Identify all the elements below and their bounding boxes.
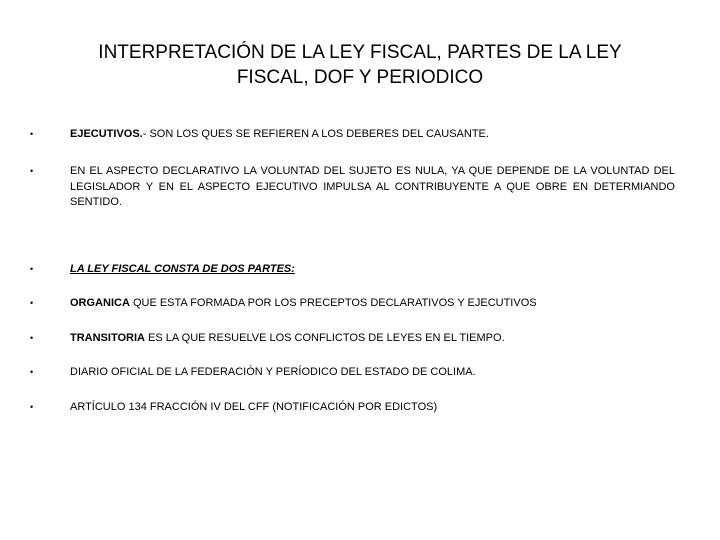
bullet-icon: • <box>30 333 34 343</box>
bullet-lead: LA LEY FISCAL CONSTA DE DOS PARTES: <box>70 263 295 275</box>
bullet-icon: • <box>30 402 34 412</box>
bullet-item-transitoria <box>30 331 675 347</box>
bullet-rest: ES LA QUE RESUELVE LOS CONFLICTOS DE LEYES EN EL TIEMPO. <box>144 332 505 344</box>
bullet-icon: • <box>30 367 34 377</box>
bullet-item-aspecto-declarativo <box>30 164 675 211</box>
bullet-lead: TRANSITORIA <box>70 332 145 344</box>
bullet-icon: • <box>30 166 34 176</box>
slide-title-line-2: FISCAL, DOF Y PERIODICO <box>236 67 484 88</box>
bullet-item-organica <box>30 296 675 312</box>
bullet-item-articulo-134 <box>30 400 675 416</box>
bullet-text <box>70 262 675 278</box>
bullet-item-diario-oficial <box>30 365 675 381</box>
bullet-icon: • <box>30 298 34 308</box>
bullet-item-ejecutivos <box>30 127 675 143</box>
bullet-lead: ORGANICA <box>70 297 130 309</box>
bullet-text <box>70 127 675 143</box>
bullet-rest: - SON LOS QUES SE REFIEREN A LOS DEBERES DEL CAUSANTE. <box>142 128 489 140</box>
bullet-item-dos-partes <box>30 262 675 278</box>
slide-title <box>40 40 680 90</box>
bullet-text: DIARIO OFICIAL DE LA FEDERACIÓN Y PERÍODICO DEL ESTADO DE COLIMA. <box>70 366 476 378</box>
bullet-rest: QUE ESTA FORMADA POR LOS PRECEPTOS DECLARATIVOS Y EJECUTIVOS <box>129 297 537 309</box>
bullet-lead: EJECUTIVOS. <box>70 128 143 140</box>
bullet-icon: • <box>30 129 34 139</box>
bullet-text <box>70 296 675 312</box>
slide-title-line-1: INTERPRETACIÓN DE LA LEY FISCAL, PARTES DE LA LEY <box>98 42 622 63</box>
bullet-text: ARTÍCULO 134 FRACCIÓN IV DEL CFF (NOTIFICACIÓN POR EDICTOS) <box>70 401 438 413</box>
bullet-icon: • <box>30 264 34 274</box>
bullet-text: EN EL ASPECTO DECLARATIVO LA VOLUNTAD DEL SUJETO ES NULA, YA QUE DEPENDE DE LA VOLUNTAD DEL LEGISLADOR Y EN EL ASPECTO EJECUTIVO IMPULSA AL CONTRIBUYENTE A QUE OBRE EN DETERMIANDO SENTIDO. <box>70 165 675 208</box>
bullet-text <box>70 331 675 347</box>
